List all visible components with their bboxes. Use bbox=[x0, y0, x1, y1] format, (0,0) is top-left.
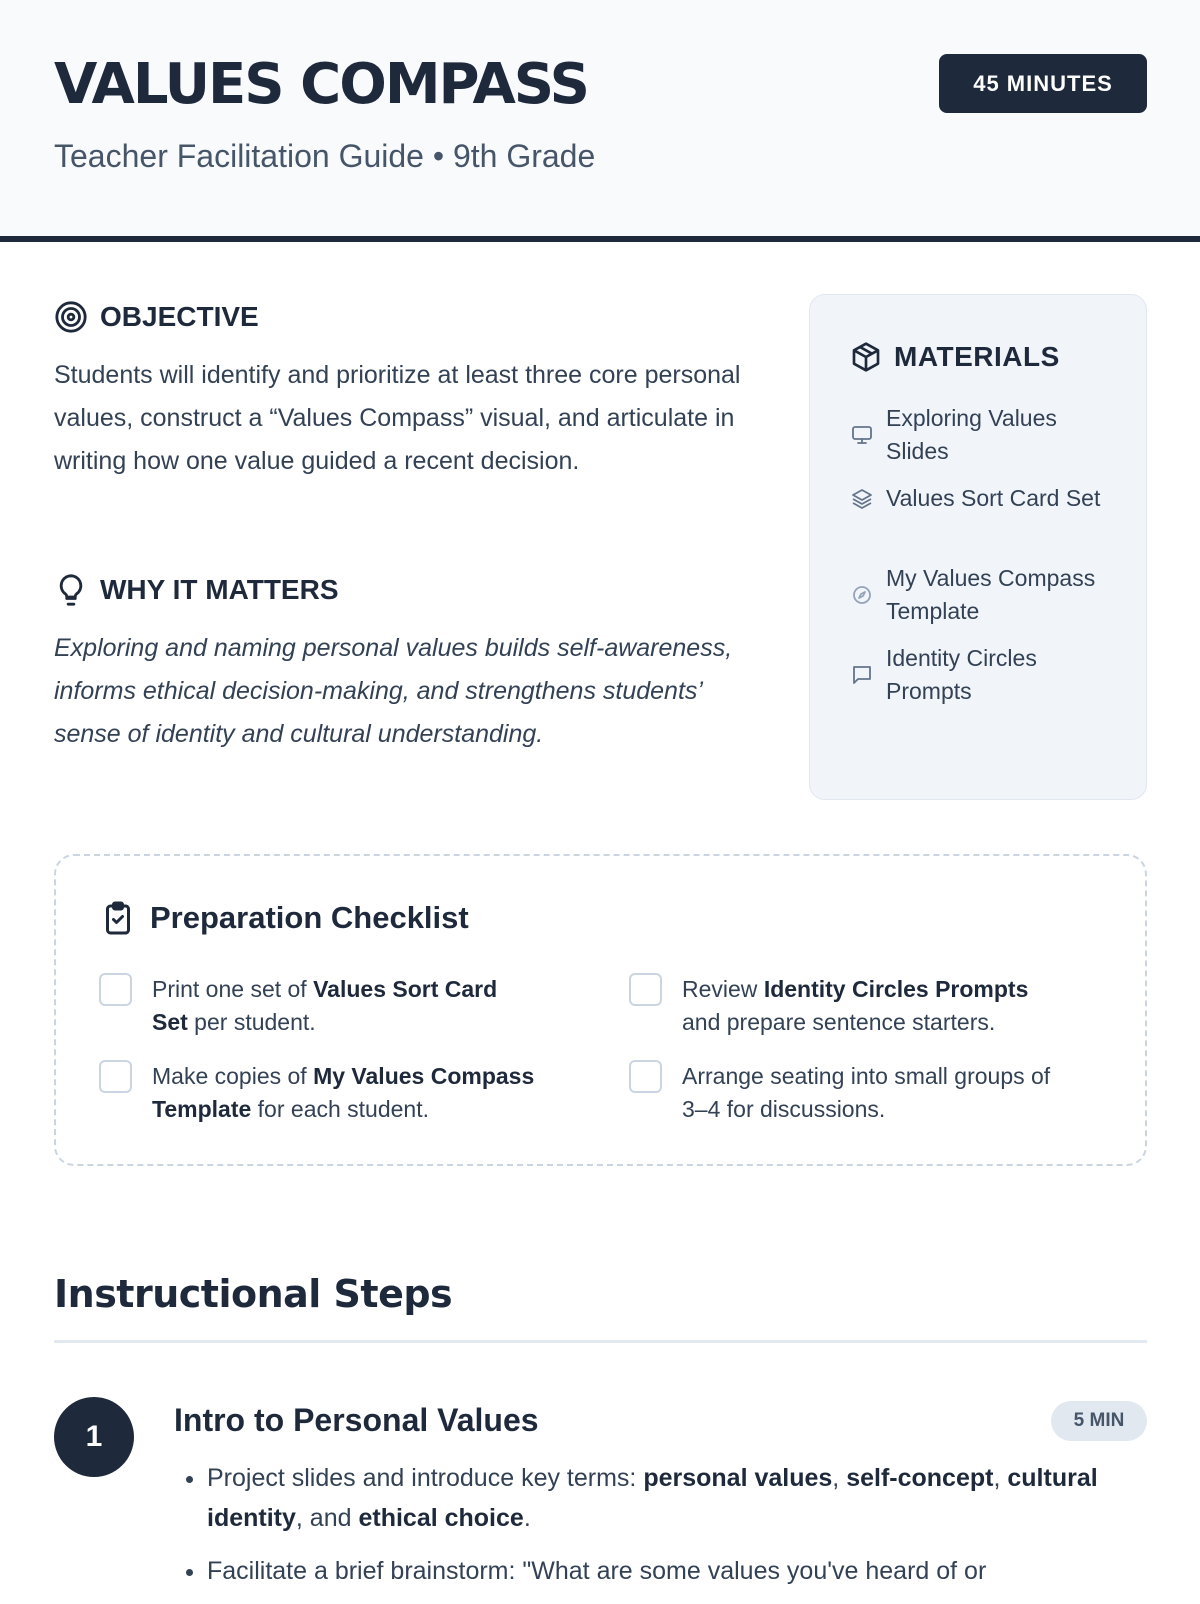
monitor-icon bbox=[850, 423, 874, 447]
materials-heading-label: MATERIALS bbox=[894, 341, 1060, 372]
message-icon bbox=[850, 663, 874, 687]
materials-item-label: My Values Compass Template bbox=[886, 565, 1096, 624]
lightbulb-icon bbox=[54, 573, 88, 607]
checklist-item bbox=[629, 973, 1069, 1039]
checklist-item bbox=[99, 973, 539, 1039]
package-icon bbox=[850, 341, 882, 373]
steps-heading: Instructional Steps bbox=[54, 1272, 453, 1316]
materials-item bbox=[850, 402, 1120, 468]
clipboard-check-icon bbox=[100, 900, 136, 936]
preparation-checklist bbox=[54, 854, 1147, 1166]
why-text: Exploring and naming personal values builds self-awareness, informs ethical decision-making, and strengthens students’ sense of identity and cultural understanding. bbox=[54, 634, 733, 748]
checklist-item bbox=[629, 1060, 1069, 1126]
checklist-item-text: Print one set of Values Sort Card Set per student. bbox=[152, 976, 498, 1035]
target-icon bbox=[54, 300, 88, 334]
checklist-heading-label: Preparation Checklist bbox=[150, 900, 469, 935]
materials-item-label: Values Sort Card Set bbox=[886, 485, 1101, 511]
checklist-checkbox[interactable] bbox=[99, 1060, 132, 1093]
materials-heading bbox=[850, 341, 1060, 373]
divider bbox=[54, 1340, 1147, 1343]
checklist-item-text: Make copies of My Values Compass Template for each student. bbox=[152, 1063, 535, 1122]
materials-item bbox=[850, 642, 1120, 708]
step-bullet: • Project slides and introduce key terms: personal values, self-concept, cultural identity, and ethical choice. bbox=[207, 1458, 1147, 1538]
checklist-item-text: Arrange seating into small groups of 3–4 for discussions. bbox=[682, 1063, 1051, 1122]
checklist-heading bbox=[100, 900, 469, 936]
step-time-badge: 5 MIN bbox=[1051, 1401, 1147, 1441]
materials-item bbox=[850, 482, 1120, 515]
checklist-item-text: Review Identity Circles Prompts and prepare sentence starters. bbox=[682, 976, 1029, 1035]
duration-badge: 45 MINUTES bbox=[939, 54, 1147, 113]
why-heading-label: WHY IT MATTERS bbox=[100, 574, 339, 605]
why-heading bbox=[54, 573, 339, 607]
materials-item bbox=[850, 562, 1120, 628]
objective-text: Students will identify and prioritize at least three core personal values, construct a “Values Compass” visual, and articulate in writing how one value guided a recent decision. bbox=[54, 361, 741, 475]
materials-item-label: Identity Circles Prompts bbox=[886, 645, 1037, 704]
objective-heading bbox=[54, 300, 259, 334]
checklist-item bbox=[99, 1060, 539, 1126]
materials-item-label: Exploring Values Slides bbox=[886, 405, 1057, 464]
compass-icon bbox=[850, 583, 874, 607]
checklist-checkbox[interactable] bbox=[629, 1060, 662, 1093]
page-title: VALUES COMPASS bbox=[54, 52, 588, 117]
page-header bbox=[0, 0, 1200, 242]
step-bullets bbox=[207, 1458, 1147, 1604]
step-bullet: • Facilitate a brief brainstorm: "What are some values you've heard of or bbox=[207, 1551, 1147, 1591]
checklist-checkbox[interactable] bbox=[629, 973, 662, 1006]
checklist-checkbox[interactable] bbox=[99, 973, 132, 1006]
layers-icon bbox=[850, 487, 874, 511]
step-number: 1 bbox=[54, 1397, 134, 1477]
page-subtitle: Teacher Facilitation Guide • 9th Grade bbox=[54, 138, 596, 174]
objective-heading-label: OBJECTIVE bbox=[100, 301, 259, 332]
step-title: Intro to Personal Values bbox=[174, 1402, 539, 1438]
materials-panel bbox=[809, 294, 1147, 800]
